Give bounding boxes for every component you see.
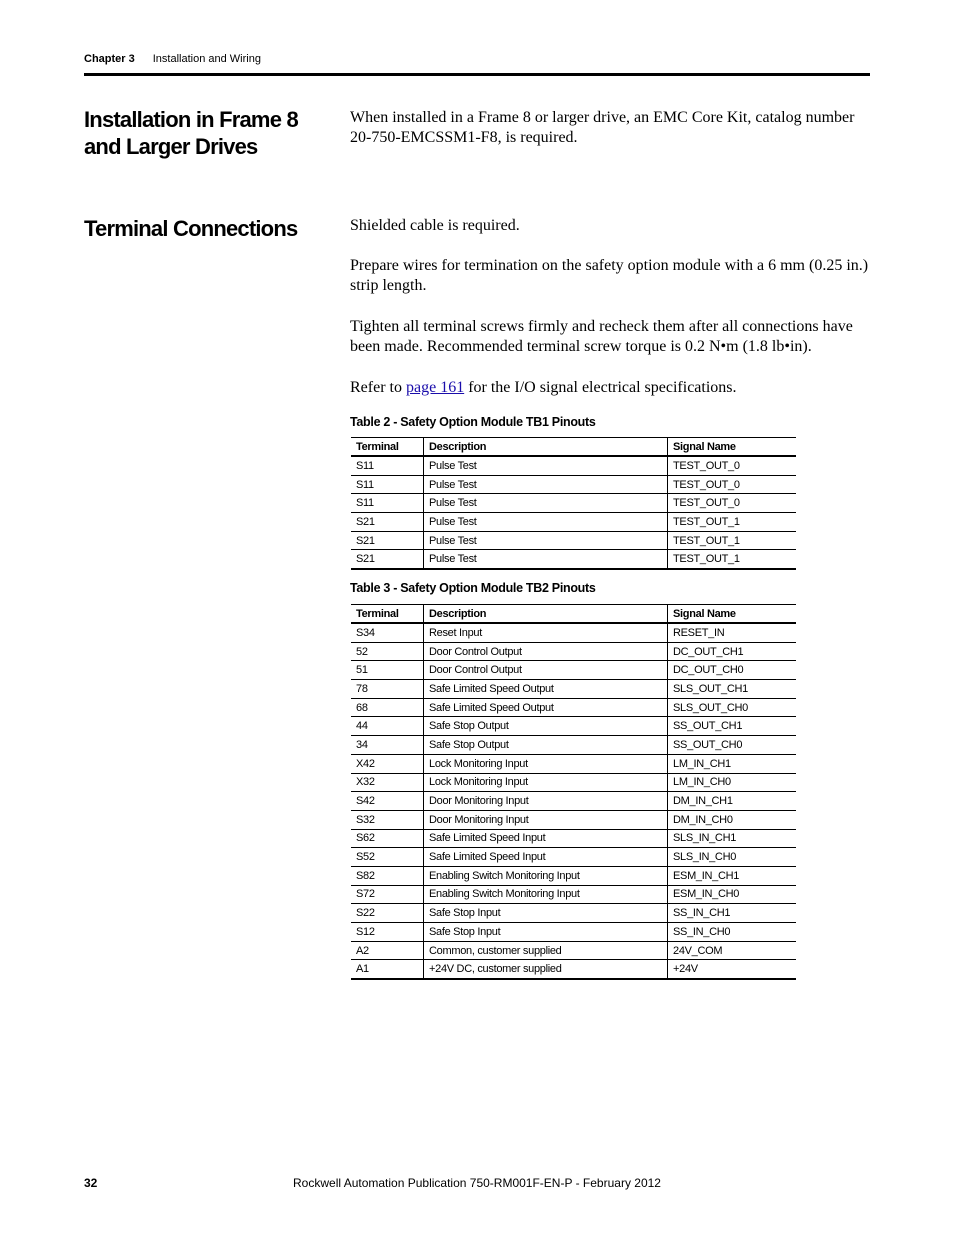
column-header-terminal: Terminal (351, 605, 424, 624)
tb2-pinout-table (351, 604, 796, 980)
signal-name-cell: LM_IN_CH1 (668, 754, 797, 773)
description-cell: Door Monitoring Input (424, 792, 668, 811)
table-row (351, 661, 796, 680)
signal-name-cell: DC_OUT_CH0 (668, 661, 797, 680)
refer-text-after: for the I/O signal electrical specifications. (464, 379, 737, 396)
chapter-title: Installation and Wiring (152, 53, 261, 65)
signal-name-cell: TEST_OUT_0 (668, 475, 797, 494)
table-row (351, 698, 796, 717)
signal-name-cell: RESET_IN (668, 623, 797, 642)
table-row (351, 494, 796, 513)
table-row (351, 642, 796, 661)
column-header-signal-name: Signal Name (668, 438, 797, 457)
signal-name-cell: SS_IN_CH0 (668, 923, 797, 942)
description-cell: Reset Input (424, 623, 668, 642)
description-cell: Enabling Switch Monitoring Input (424, 866, 668, 885)
terminal-cell: X32 (351, 773, 424, 792)
description-cell: Safe Stop Output (424, 736, 668, 755)
table-row (351, 513, 796, 532)
signal-name-cell: SLS_IN_CH0 (668, 848, 797, 867)
terminal-cell: 34 (351, 736, 424, 755)
signal-name-cell: DM_IN_CH0 (668, 810, 797, 829)
signal-name-cell: DM_IN_CH1 (668, 792, 797, 811)
paragraph-torque: Tighten all terminal screws firmly and recheck them after all connections have been made. Recommended terminal screw torque is 0.2 N•m (1.8 lb•in). (350, 318, 853, 355)
paragraph-strip-length: Prepare wires for termination on the safety option module with a 6 mm (0.25 in.) strip length. (350, 257, 869, 294)
table-row (351, 773, 796, 792)
table-header-row (351, 605, 796, 624)
signal-name-cell: SS_OUT_CH1 (668, 717, 797, 736)
description-cell: Door Control Output (424, 642, 668, 661)
terminal-cell: 68 (351, 698, 424, 717)
table-row (351, 717, 796, 736)
description-cell: Door Monitoring Input (424, 810, 668, 829)
terminal-cell: S11 (351, 456, 424, 475)
signal-name-cell: TEST_OUT_1 (668, 550, 797, 569)
column-header-description: Description (424, 605, 668, 624)
terminal-cell: S62 (351, 829, 424, 848)
tb1-pinout-table (351, 437, 796, 570)
signal-name-cell: SLS_IN_CH1 (668, 829, 797, 848)
description-cell: Safe Stop Input (424, 904, 668, 923)
description-cell: Pulse Test (424, 494, 668, 513)
table-row (351, 754, 796, 773)
table-row (351, 456, 796, 475)
terminal-cell: 44 (351, 717, 424, 736)
description-cell: Safe Stop Output (424, 717, 668, 736)
terminal-cell: S21 (351, 531, 424, 550)
table-row (351, 475, 796, 494)
paragraph-refer (350, 378, 870, 398)
terminal-cell: S22 (351, 904, 424, 923)
signal-name-cell: TEST_OUT_0 (668, 494, 797, 513)
column-header-description: Description (424, 438, 668, 457)
terminal-cell: S34 (351, 623, 424, 642)
running-header (84, 53, 261, 65)
publication-footer: Rockwell Automation Publication 750-RM001F-EN-P - February 2012 (293, 1176, 661, 1190)
terminal-cell: S21 (356, 553, 375, 566)
description-cell: Lock Monitoring Input (424, 754, 668, 773)
description-cell: Pulse Test (424, 513, 668, 532)
description-cell: +24V DC, customer supplied (424, 960, 668, 979)
table-row (351, 904, 796, 923)
section-heading-frame8: Installation in Frame 8 and Larger Drives (84, 107, 298, 159)
table-row (351, 810, 796, 829)
description-cell: Enabling Switch Monitoring Input (424, 885, 668, 904)
terminal-cell: 78 (351, 680, 424, 699)
terminal-cell: S12 (351, 923, 424, 942)
terminal-cell: S11 (351, 475, 424, 494)
terminal-cell: S11 (351, 494, 424, 513)
signal-name-cell: +24V (668, 960, 797, 979)
description-cell: Common, customer supplied (424, 941, 668, 960)
signal-name-cell: TEST_OUT_1 (668, 513, 797, 532)
table-row (351, 848, 796, 867)
signal-name-cell: LM_IN_CH0 (668, 773, 797, 792)
signal-name-cell: SLS_OUT_CH0 (668, 698, 797, 717)
signal-name-cell: SS_IN_CH1 (668, 904, 797, 923)
page-number: 32 (84, 1176, 98, 1190)
table-row (351, 866, 796, 885)
terminal-cell: S72 (351, 885, 424, 904)
terminal-cell: 51 (351, 661, 424, 680)
terminal-cell: 52 (351, 642, 424, 661)
description-cell: Pulse Test (424, 550, 668, 569)
table3-caption: Table 3 - Safety Option Module TB2 Pinouts (350, 581, 596, 595)
table-row (351, 923, 796, 942)
terminal-cell: A1 (356, 963, 369, 976)
table-row (351, 941, 796, 960)
signal-name-cell: DC_OUT_CH1 (668, 642, 797, 661)
table-row (351, 680, 796, 699)
table-row (351, 736, 796, 755)
signal-name-cell: ESM_IN_CH1 (668, 866, 797, 885)
page-161-link[interactable]: page 161 (405, 379, 465, 396)
description-cell: Safe Limited Speed Input (424, 829, 668, 848)
description-cell: Pulse Test (424, 531, 668, 550)
section-heading-terminal-connections: Terminal Connections (84, 216, 298, 241)
description-cell: Safe Stop Input (424, 923, 668, 942)
table-header-row (351, 438, 796, 457)
chapter-label: Chapter 3 (84, 53, 135, 65)
terminal-cell: S82 (351, 866, 424, 885)
table-row (351, 531, 796, 550)
terminal-cell: S42 (351, 792, 424, 811)
refer-text-before: Refer to (350, 379, 406, 396)
column-header-terminal: Terminal (351, 438, 424, 457)
signal-name-cell: SS_OUT_CH0 (668, 736, 797, 755)
description-cell: Safe Limited Speed Output (424, 698, 668, 717)
terminal-cell: S52 (351, 848, 424, 867)
signal-name-cell: TEST_OUT_1 (668, 531, 797, 550)
description-cell: Safe Limited Speed Input (424, 848, 668, 867)
description-cell: Pulse Test (424, 475, 668, 494)
table-row (351, 829, 796, 848)
table-row (351, 885, 796, 904)
table-row (351, 623, 796, 642)
signal-name-cell: 24V_COM (668, 941, 797, 960)
signal-name-cell: SLS_OUT_CH1 (668, 680, 797, 699)
table2-caption: Table 2 - Safety Option Module TB1 Pinouts (350, 415, 596, 429)
terminal-cell: A2 (351, 941, 424, 960)
table-row (351, 792, 796, 811)
description-cell: Door Control Output (424, 661, 668, 680)
signal-name-cell: ESM_IN_CH0 (668, 885, 797, 904)
terminal-cell: S21 (351, 513, 424, 532)
table-row (351, 550, 796, 569)
table-row (351, 960, 796, 979)
paragraph-shielded-cable: Shielded cable is required. (350, 217, 520, 234)
signal-name-cell: TEST_OUT_0 (668, 456, 797, 475)
description-cell: Pulse Test (424, 456, 668, 475)
frame8-paragraph: When installed in a Frame 8 or larger drive, an EMC Core Kit, catalog number 20-750-EMCSSM1-F8, is required. (350, 109, 855, 146)
header-rule (84, 73, 870, 76)
description-cell: Safe Limited Speed Output (424, 680, 668, 699)
description-cell: Lock Monitoring Input (424, 773, 668, 792)
column-header-signal-name: Signal Name (668, 605, 797, 624)
terminal-cell: X42 (351, 754, 424, 773)
terminal-cell: S32 (351, 810, 424, 829)
